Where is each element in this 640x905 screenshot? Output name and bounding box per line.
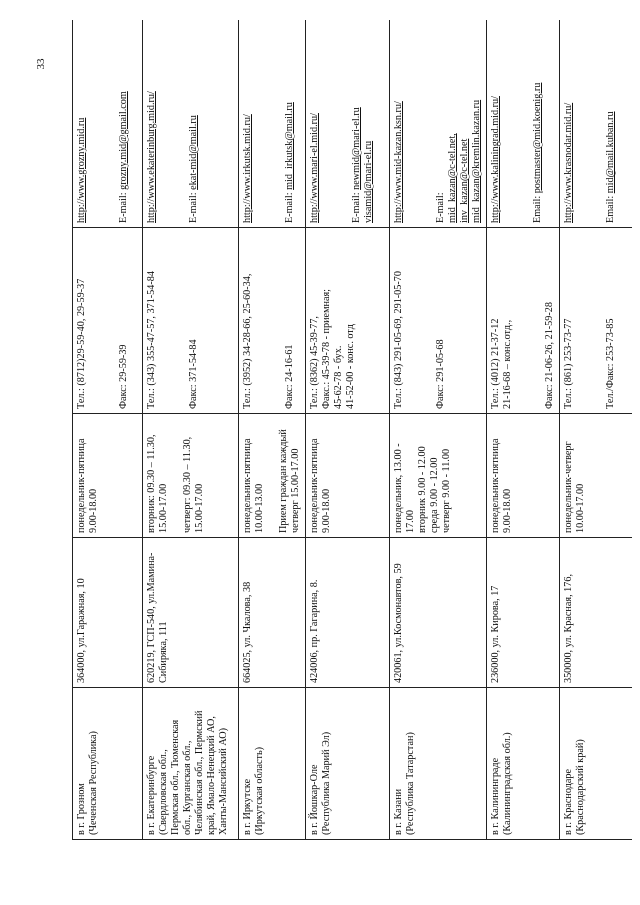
cell-spacer: [254, 24, 284, 223]
page-number: 33: [35, 58, 47, 70]
address-cell: [73, 538, 143, 688]
hours-line: 9.00-18.00: [502, 488, 514, 533]
address-line: 424006, пр. Гагарина, 8.: [309, 579, 321, 683]
email-label: Email:: [605, 193, 617, 223]
hours-line: 9.00-18.00: [321, 488, 333, 533]
email-label: E-mail:: [435, 192, 447, 223]
hours-line: 10.00-17.00: [575, 483, 587, 533]
table-row: [306, 20, 390, 840]
hours-line: 15.00-17.00: [158, 483, 170, 533]
cell-spacer: [405, 24, 435, 223]
email-line[interactable]: [118, 24, 130, 223]
cell-spacer: [254, 232, 284, 409]
hours-line: понедельник-пятница: [242, 438, 253, 533]
cell-spacer: [321, 24, 351, 223]
phone-fax-cell: [560, 228, 632, 414]
website-link[interactable]: http://www.ekaterinburg.mid.ru/: [146, 91, 157, 223]
phone-line: Тел.: (8362) 45-39-77,: [309, 316, 321, 409]
city-line: край, Ямало-Ненецкий АО,: [206, 716, 218, 835]
cell-spacer: [88, 24, 118, 223]
web-email-cell: [560, 20, 632, 228]
city-line: (Краснодарский край): [575, 739, 587, 835]
hours-line: понедельник-пятница: [490, 438, 502, 533]
address-line: 364000, ул.Гаражная, 10: [76, 578, 87, 683]
hours-line: 10.00-13.00: [254, 483, 266, 533]
hours-line: [170, 418, 182, 533]
address-line: 350000, ул. Красная, 176,: [563, 574, 575, 683]
city-line: в г. Казани: [393, 788, 405, 835]
web-email-cell: [143, 20, 239, 228]
city-line: Пермская обл., Тюменская: [170, 719, 182, 835]
hours-line: вторник 9.00 - 12.00: [417, 446, 429, 533]
fax-line: Факс: 29-59-39: [118, 344, 130, 409]
hours-cell: [143, 414, 239, 538]
address-cell: [239, 538, 306, 688]
hours-line: четверг: 09.30 – 11.30,: [182, 436, 194, 533]
hours-line: четверг 15.00-17.00: [290, 448, 302, 533]
email-line[interactable]: [435, 24, 447, 223]
email-line[interactable]: mid_kazan@kremlin.kazan.ru: [471, 99, 483, 223]
hours-cell: [390, 414, 487, 538]
city-cell: [560, 688, 632, 840]
web-email-cell: [487, 20, 560, 228]
table-row: [73, 20, 143, 840]
address-line: Сибиряка, 111: [158, 621, 170, 683]
phone-line: Тел.: (861) 253-73-77: [563, 318, 575, 409]
landscape-sheet: [72, 20, 632, 840]
phone-line: Факс.: 45-39-78 - приемная;: [321, 288, 333, 409]
table-row: [487, 20, 560, 840]
email-label: E-mail:: [118, 189, 130, 223]
email-label: E-mail:: [284, 189, 296, 223]
city-line: Челябинская обл., Пермский: [194, 710, 206, 835]
email-address[interactable]: grozny.mid@gmail.com: [118, 91, 130, 190]
city-line: (Чеченская Республика): [88, 731, 100, 835]
address-line: 664025, ул. Чкалова, 38: [242, 581, 253, 683]
address-cell: [487, 538, 560, 688]
phone-line: Тел.: (4012) 21-37-12: [490, 318, 502, 409]
city-line: в г. Краснодаре: [563, 769, 575, 835]
address-cell: [306, 538, 390, 688]
city-line: (Республика Татарстан): [405, 732, 417, 835]
phone-line: Тел.: (343) 355-47-57, 371-54-84: [146, 271, 157, 409]
city-line: в г. Калининграде: [490, 757, 502, 835]
fax-line: Тел./Факс: 253-73-85: [605, 318, 617, 409]
city-line: Ханты-Мансийский АО): [218, 728, 230, 835]
website-link[interactable]: http://www.mid-kazan.ksn.ru/: [393, 101, 405, 223]
table-row: [239, 20, 306, 840]
cell-spacer: [88, 232, 118, 409]
phone-line: 45-62-78 - бух.: [333, 345, 345, 409]
hours-cell: [306, 414, 390, 538]
cell-spacer: [502, 24, 532, 223]
city-line: в г. Йошкар-Оле: [309, 764, 321, 835]
address-line: 420061, ул.Космонавтов, 59: [393, 563, 405, 683]
address-cell: [560, 538, 632, 688]
fax-line: Факс: 21-06-26, 21-59-28: [544, 302, 556, 409]
city-line: (Иркутская область): [254, 746, 266, 835]
web-email-cell: [73, 20, 143, 228]
phone-fax-cell: [73, 228, 143, 414]
hours-line: понедельник-четверг: [563, 441, 575, 533]
email-label: E-mail:: [188, 189, 200, 223]
cell-spacer: [514, 232, 544, 409]
hours-line: понедельник, 13.00 - 17.00: [393, 443, 417, 533]
city-cell: [306, 688, 390, 840]
hours-line: 9.00-18.00: [88, 488, 100, 533]
email-line[interactable]: mid_kazan@c-tel.net,: [447, 133, 459, 223]
address-line: 236000, ул. Кирова, 17: [490, 585, 502, 683]
table-row: [560, 20, 632, 840]
email-line[interactable]: inv_kazan@c-tel.net: [459, 138, 471, 223]
email-address[interactable]: newmid@mari-el.ru: [351, 107, 363, 190]
table-row: [390, 20, 487, 840]
city-cell: [487, 688, 560, 840]
hours-line: понедельник-пятница: [309, 438, 321, 533]
hours-line: среда 9.00 - 12.00: [429, 457, 441, 533]
website-link[interactable]: http://www.krasnodar.mid.ru/: [563, 102, 575, 223]
hours-cell: [73, 414, 143, 538]
email-line[interactable]: [605, 24, 617, 223]
address-cell: [143, 538, 239, 688]
cell-spacer: [575, 24, 605, 223]
table-row: [143, 20, 239, 840]
phone-line: Тел.: (843) 291-05-69, 291-05-70: [393, 271, 405, 409]
hours-line: Прием граждан каждый: [278, 429, 290, 533]
cell-spacer: [405, 232, 435, 409]
city-line: (Свердловская обл.,: [158, 749, 170, 835]
web-email-cell: [390, 20, 487, 228]
hours-cell: [239, 414, 306, 538]
email-line[interactable]: [284, 24, 296, 223]
email-address[interactable]: mid_irkutsk@mail.ru: [284, 102, 296, 190]
city-cell: [73, 688, 143, 840]
hours-cell: [487, 414, 560, 538]
hours-cell: [560, 414, 632, 538]
website-link[interactable]: http://www.kaliningrad.mid.ru/: [490, 96, 502, 223]
city-line: (Республика Марий Эл): [321, 731, 333, 835]
city-cell: [143, 688, 239, 840]
email-label: E-mail:: [351, 189, 363, 223]
email-line[interactable]: [188, 24, 200, 223]
cell-spacer: [158, 232, 188, 409]
fax-line: Факс: 371-54-84: [188, 339, 200, 409]
hours-line: 15.00-17.00: [194, 483, 206, 533]
phone-fax-cell: [390, 228, 487, 414]
email-line[interactable]: visamid@mari-el.ru: [363, 140, 375, 223]
city-cell: [390, 688, 487, 840]
representations-table: [72, 20, 632, 840]
email-address[interactable]: postmaster@mid.koenig.ru: [532, 82, 544, 194]
hours-line: четверг 9.00 - 11.00: [441, 448, 453, 533]
website-link[interactable]: http://www.irkutsk.mid.ru/: [242, 114, 253, 223]
cell-spacer: [158, 24, 188, 223]
web-email-cell: [239, 20, 306, 228]
address-cell: [390, 538, 487, 688]
web-email-cell: [306, 20, 390, 228]
phone-fax-cell: [487, 228, 560, 414]
city-line: обл., Курганская обл.,: [182, 740, 194, 835]
fax-line: Факс: 291-05-68: [435, 339, 447, 409]
city-cell: [239, 688, 306, 840]
website-link[interactable]: http://www.mari-el.mid.ru/: [309, 113, 321, 223]
hours-line: понедельник-пятница: [76, 438, 87, 533]
city-line: (Калининградская обл.): [502, 732, 514, 835]
cell-spacer: [575, 232, 605, 409]
city-line: в г. Екатеринбурге: [146, 755, 157, 835]
phone-fax-cell: [143, 228, 239, 414]
website-link[interactable]: http://www.grozny.mid.ru: [76, 117, 87, 223]
email-label: Email:: [532, 193, 544, 223]
phone-line: Тел.: (8712)29-59-40, 29-59-37: [76, 278, 87, 409]
phone-fax-cell: [239, 228, 306, 414]
phone-line: Тел.: (3952) 34-28-66, 25-60-34,: [242, 273, 253, 409]
fax-line: Факс: 24-16-61: [284, 344, 296, 409]
email-line[interactable]: [532, 24, 544, 223]
city-line: в г. Иркутске: [242, 778, 253, 835]
city-line: в г. Грозном: [76, 783, 87, 835]
email-address[interactable]: ekat-mid@mail.ru: [188, 115, 200, 190]
email-line[interactable]: [351, 24, 363, 223]
email-address[interactable]: mid@mail.kuban.ru: [605, 111, 617, 194]
address-line: 620219, ГСП-540, ул.Мамина-: [146, 552, 157, 683]
phone-fax-cell: [306, 228, 390, 414]
hours-line: вторник: 09.30 – 11.30,: [146, 434, 157, 533]
phone-line: 41-52-00 - конс. отд: [345, 324, 357, 409]
phone-line: 21-16-68 – конс.отд.,: [502, 319, 514, 409]
rotated-page-area: [72, 20, 632, 900]
hours-line: [266, 418, 278, 533]
